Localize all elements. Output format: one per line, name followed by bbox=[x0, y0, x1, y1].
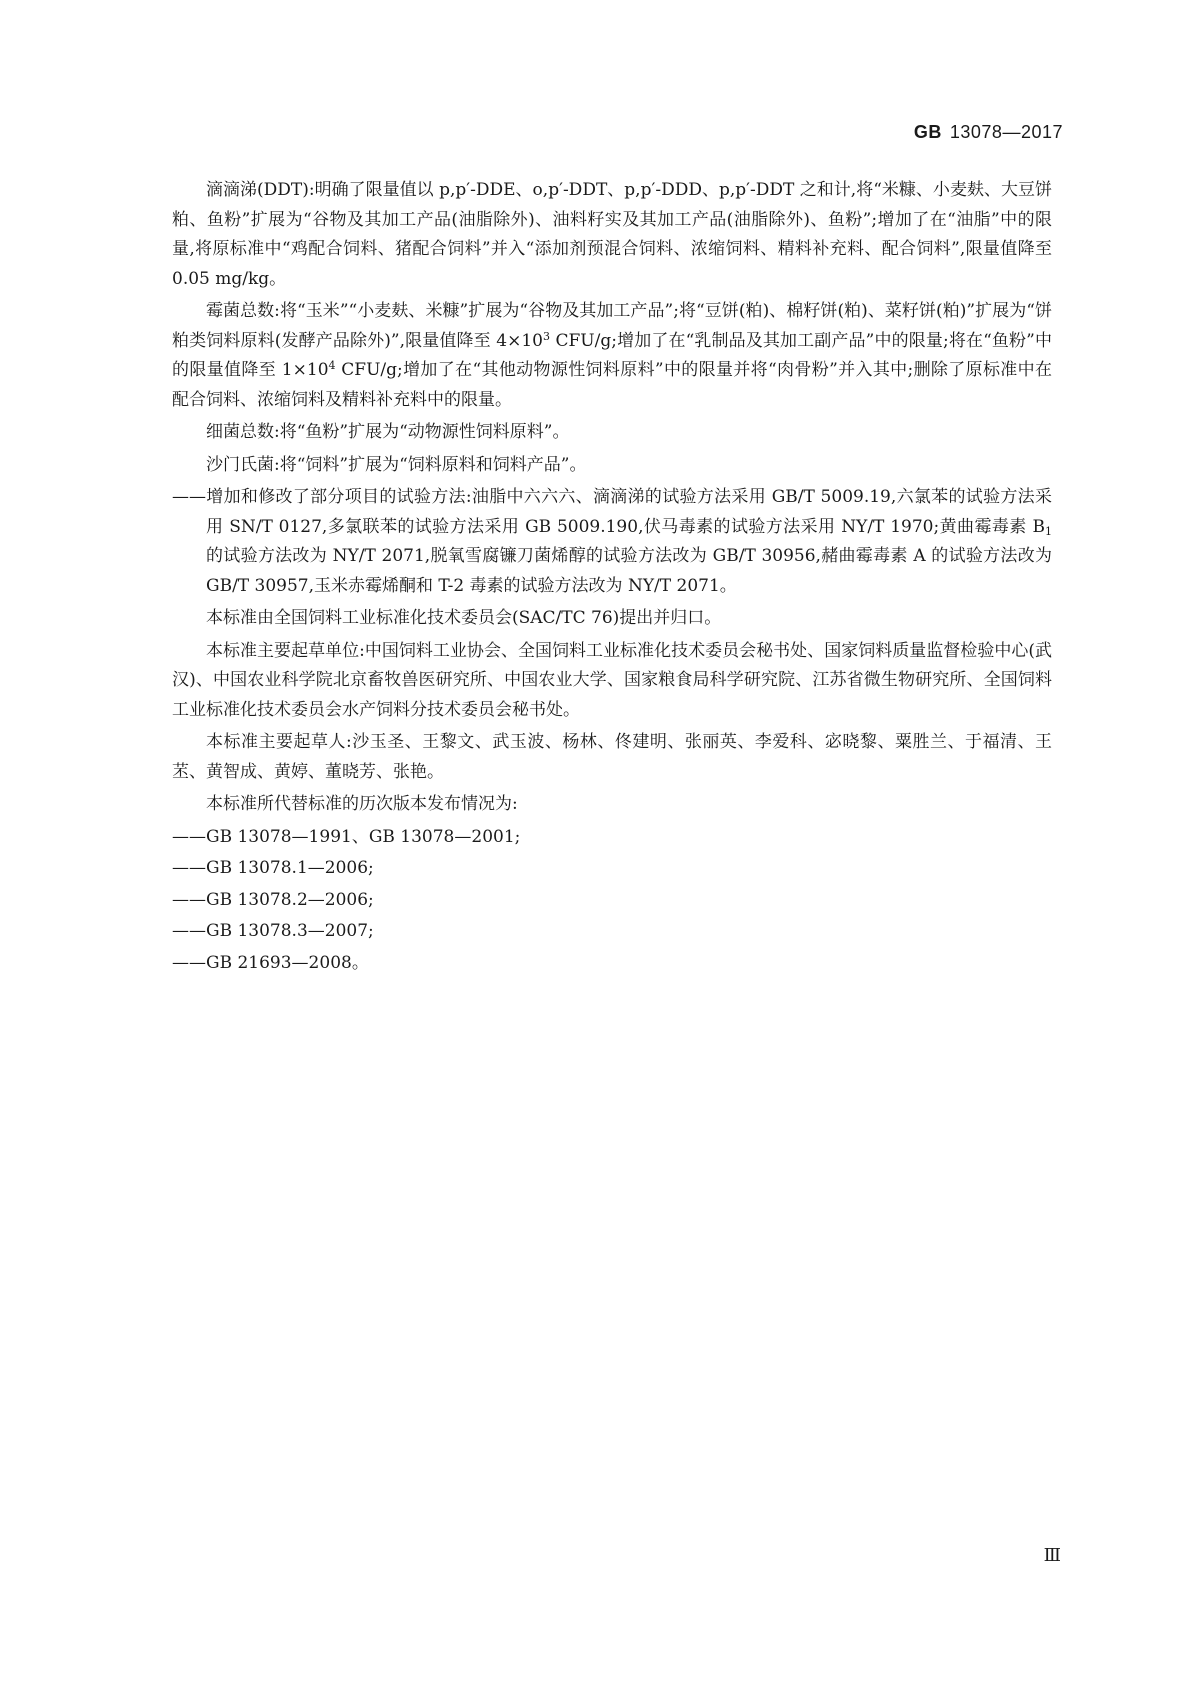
mold-text-3: CFU/g;增加了在“其他动物源性饲料原料”中的限量并将“肉骨粉”并入其中;删除了原标准中在配合饲料、浓缩饲料及精料补充料中的限量。 bbox=[172, 360, 1052, 410]
paragraph-history-intro: 本标准所代替标准的历次版本发布情况为: bbox=[206, 794, 518, 814]
paragraph-mold bbox=[172, 297, 1052, 415]
history-item-text: GB 13078—1991、GB 13078—2001; bbox=[206, 826, 521, 847]
standard-number: 13078—2017 bbox=[949, 122, 1063, 142]
history-item-text: GB 13078.2—2006; bbox=[206, 889, 374, 910]
dash-mark: —— bbox=[172, 826, 206, 847]
history-item-text: GB 13078.1—2006; bbox=[206, 858, 374, 878]
paragraph-ddt: 滴滴涕(DDT):明确了限量值以 p,p′-DDE、o,p′-DDT、p,p′-DDD、p,p′-DDT 之和计,将“米糠、小麦麸、大豆饼粕、鱼粉”扩展为“谷物及其加工产品(油脂除外)、油料籽实及其加工产品(油脂除外)、鱼粉”;增加了在“油脂”中的限量,将原标准中“鸡配合饲料、猪配合饲料”并入“添加剂预混合饲料、浓缩饲料、精料补充料、配合饲料”,限量值降至 0.05 mg/kg。 bbox=[172, 180, 1052, 289]
history-item bbox=[172, 854, 1052, 884]
standard-code-header bbox=[914, 122, 1063, 143]
paragraph-test-methods bbox=[172, 483, 1052, 601]
paragraph-proposer: 本标准由全国饲料工业标准化技术委员会(SAC/TC 76)提出并归口。 bbox=[206, 608, 722, 628]
paragraph-drafting-units: 本标准主要起草单位:中国饲料工业协会、全国饲料工业标准化技术委员会秘书处、国家饲料质量监督检验中心(武汉)、中国农业科学院北京畜牧兽医研究所、中国农业大学、国家粮食局科学研究院、江苏省微生物研究所、全国饲料工业标准化技术委员会水产饲料分技术委员会秘书处。 bbox=[172, 640, 1052, 720]
history-item-text: GB 13078.3—2007; bbox=[206, 921, 374, 941]
history-item-text: GB 21693—2008。 bbox=[206, 952, 369, 973]
dash-mark: —— bbox=[172, 921, 206, 941]
page-number: Ⅲ bbox=[1043, 1545, 1061, 1566]
methods-text-1: 增加和修改了部分项目的试验方法:油脂中六六六、滴滴涕的试验方法采用 GB/T 5009.19,六氯苯的试验方法采用 SN/T 0127,多氯联苯的试验方法采用 GB 5009.190,伏马毒素的试验方法采用 NY/T 1970;黄曲霉毒素 B bbox=[206, 487, 1052, 537]
dash-mark: —— bbox=[172, 889, 206, 910]
mold-text-1: 霉菌总数:将“玉米”“小麦麸、米糠”扩展为“谷物及其加工产品”;将“豆饼(粕)、棉籽饼(粕)、菜籽饼(粕)”扩展为“饼粕类饲料原料(发酵产品除外)”,限量值降至 4×10 bbox=[172, 301, 1052, 351]
mold-text-2: CFU/g;增加了在“乳制品及其加工副产品”中的限量;将在“鱼粉”中的限量值降至 1×10 bbox=[172, 330, 1052, 380]
history-item bbox=[172, 886, 1052, 916]
paragraph-salmonella: 沙门氏菌:将“饲料”扩展为“饲料原料和饲料产品”。 bbox=[206, 454, 587, 475]
methods-text-2: 的试验方法改为 NY/T 2071,脱氧雪腐镰刀菌烯醇的试验方法改为 GB/T 30956,赭曲霉毒素 A 的试验方法改为 GB/T 30957,玉米赤霉烯酮和 T-2 毒素的试验方法改为 NY/T 2071。 bbox=[206, 546, 1052, 596]
standard-prefix: GB bbox=[913, 122, 942, 142]
history-list bbox=[172, 823, 1052, 979]
history-item bbox=[172, 949, 1052, 979]
history-item bbox=[172, 823, 1052, 853]
methods-subscript: 1 bbox=[1045, 524, 1052, 538]
dash-mark: —— bbox=[172, 952, 206, 973]
paragraph-drafters: 本标准主要起草人:沙玉圣、王黎文、武玉波、杨林、佟建明、张丽英、李爱科、宓晓黎、粟胜兰、于福清、王苤、黄智成、黄婷、董晓芳、张艳。 bbox=[172, 732, 1052, 782]
history-item bbox=[172, 917, 1052, 947]
paragraph-bacteria: 细菌总数:将“鱼粉”扩展为“动物源性饲料原料”。 bbox=[206, 422, 570, 442]
mold-exponent-1: 3 bbox=[542, 329, 550, 343]
dash-mark: —— bbox=[172, 487, 206, 507]
dash-mark: —— bbox=[172, 858, 206, 878]
document-body bbox=[172, 176, 1052, 980]
mold-exponent-2: 4 bbox=[328, 359, 336, 372]
